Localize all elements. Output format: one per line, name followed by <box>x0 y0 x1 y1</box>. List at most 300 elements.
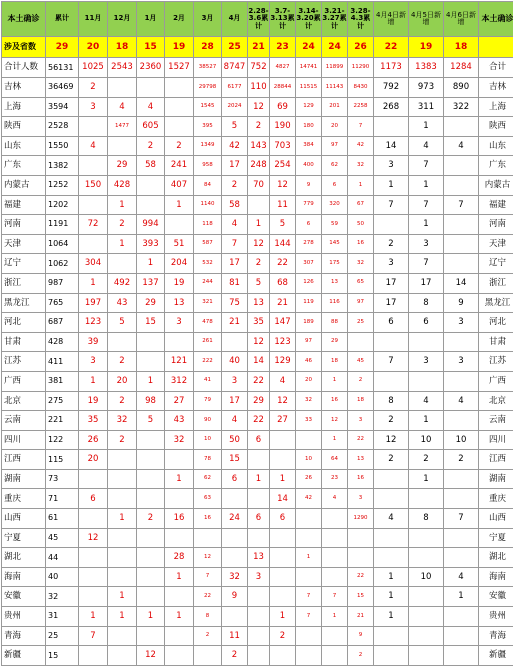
header-local-confirmed: 本土确诊 <box>2 2 46 37</box>
data-cell: 1 <box>374 175 409 195</box>
data-cell: 8 <box>374 391 409 411</box>
data-cell: 6 <box>79 489 108 509</box>
table-row <box>2 352 513 372</box>
province-name-right: 宁夏 <box>479 528 513 548</box>
data-cell <box>409 528 444 548</box>
data-cell <box>79 469 108 489</box>
province-cumulative: 115 <box>46 450 79 470</box>
data-cell: 97 <box>348 293 374 313</box>
data-cell: 7 <box>409 156 444 176</box>
data-cell: 21 <box>222 313 248 333</box>
data-cell: 11 <box>270 195 296 215</box>
data-cell: 13 <box>165 293 194 313</box>
data-cell: 12 <box>248 332 270 352</box>
data-cell <box>409 646 444 666</box>
data-cell: 1 <box>79 371 108 391</box>
data-cell: 22 <box>248 371 270 391</box>
data-cell <box>270 646 296 666</box>
data-cell: 35 <box>248 313 270 333</box>
data-cell: 24 <box>222 509 248 529</box>
province-cumulative: 428 <box>46 332 79 352</box>
province-name: 宁夏 <box>2 528 46 548</box>
data-cell: 2 <box>137 136 165 156</box>
data-cell <box>137 528 165 548</box>
data-cell: 532 <box>194 254 222 274</box>
data-cell: 22 <box>348 567 374 587</box>
province-name: 青海 <box>2 626 46 646</box>
province-name-right: 福建 <box>479 195 513 215</box>
data-cell: 17 <box>222 156 248 176</box>
data-cell: 320 <box>322 195 348 215</box>
data-cell: 2 <box>374 411 409 431</box>
province-cumulative: 411 <box>46 352 79 372</box>
data-cell: 1 <box>296 548 322 568</box>
table-row <box>2 313 513 333</box>
header-apr5-new: 4月5日新增 <box>409 2 444 37</box>
data-cell: 241 <box>165 156 194 176</box>
province-name-right: 河南 <box>479 215 513 235</box>
table-row <box>2 391 513 411</box>
province-name-right: 广西 <box>479 371 513 391</box>
data-cell: 605 <box>137 117 165 137</box>
data-cell <box>79 587 108 607</box>
total-row <box>2 58 513 78</box>
data-cell: 248 <box>248 156 270 176</box>
data-cell: 2 <box>374 234 409 254</box>
province-cumulative: 40 <box>46 567 79 587</box>
data-cell <box>296 528 322 548</box>
data-cell: 110 <box>248 78 270 98</box>
count-cell: 28 <box>194 37 222 58</box>
data-cell: 17 <box>222 391 248 411</box>
header-row <box>2 2 513 37</box>
data-cell: 32 <box>222 567 248 587</box>
table-row <box>2 626 513 646</box>
table-row <box>2 175 513 195</box>
data-cell: 123 <box>79 313 108 333</box>
data-cell <box>409 548 444 568</box>
province-cumulative: 275 <box>46 391 79 411</box>
data-cell: 144 <box>270 234 296 254</box>
province-name: 海南 <box>2 567 46 587</box>
data-cell <box>108 548 137 568</box>
covid-cases-table-container <box>1 1 512 664</box>
province-cumulative: 44 <box>46 548 79 568</box>
data-cell: 145 <box>322 234 348 254</box>
data-cell: 393 <box>137 234 165 254</box>
data-cell <box>374 117 409 137</box>
data-cell <box>444 215 479 235</box>
province-name: 福建 <box>2 195 46 215</box>
data-cell: 1 <box>108 195 137 215</box>
data-cell: 14 <box>444 273 479 293</box>
data-cell: 311 <box>409 97 444 117</box>
data-cell: 4 <box>444 567 479 587</box>
data-cell: 4 <box>137 97 165 117</box>
data-cell: 322 <box>444 97 479 117</box>
data-cell: 3 <box>348 411 374 431</box>
data-cell <box>248 587 270 607</box>
province-name-right: 四川 <box>479 430 513 450</box>
count-cell: 23 <box>270 37 296 58</box>
count-cell: 26 <box>348 37 374 58</box>
data-cell: 20 <box>79 450 108 470</box>
data-cell: 9 <box>296 175 322 195</box>
province-cumulative: 71 <box>46 489 79 509</box>
data-cell <box>444 117 479 137</box>
data-cell <box>79 234 108 254</box>
data-cell <box>137 430 165 450</box>
data-cell: 10 <box>409 430 444 450</box>
data-cell: 5 <box>248 273 270 293</box>
data-cell <box>137 332 165 352</box>
data-cell <box>165 528 194 548</box>
count-cell: 21 <box>248 37 270 58</box>
province-name: 湖北 <box>2 548 46 568</box>
data-cell: 22 <box>194 587 222 607</box>
data-cell: 312 <box>165 371 194 391</box>
data-cell: 7 <box>79 626 108 646</box>
data-cell: 15 <box>348 587 374 607</box>
data-cell: 10 <box>194 430 222 450</box>
data-cell: 32 <box>348 254 374 274</box>
data-cell: 278 <box>296 234 322 254</box>
data-cell: 28 <box>165 548 194 568</box>
table-row <box>2 646 513 666</box>
data-cell: 478 <box>194 313 222 333</box>
data-cell <box>409 332 444 352</box>
data-cell <box>222 607 248 627</box>
data-cell: 12 <box>270 175 296 195</box>
province-name-right: 辽宁 <box>479 254 513 274</box>
data-cell: 8 <box>409 509 444 529</box>
data-cell: 4 <box>444 136 479 156</box>
province-count-row <box>2 37 513 58</box>
data-cell: 6 <box>322 175 348 195</box>
data-cell: 20 <box>296 371 322 391</box>
data-cell: 1 <box>322 430 348 450</box>
data-cell <box>409 626 444 646</box>
province-name: 山东 <box>2 136 46 156</box>
data-cell <box>165 646 194 666</box>
data-cell: 13 <box>248 293 270 313</box>
data-cell: 14 <box>374 136 409 156</box>
data-cell <box>108 332 137 352</box>
data-cell: 1 <box>108 587 137 607</box>
count-cell: 15 <box>137 37 165 58</box>
data-cell: 190 <box>270 117 296 137</box>
data-cell <box>165 587 194 607</box>
data-cell: 129 <box>270 352 296 372</box>
data-cell <box>374 469 409 489</box>
data-cell <box>248 528 270 548</box>
header-local-confirmed-right: 本土确诊 <box>479 2 513 37</box>
data-cell: 12 <box>322 411 348 431</box>
data-cell <box>79 117 108 137</box>
data-cell <box>248 626 270 646</box>
data-cell <box>444 175 479 195</box>
data-cell: 79 <box>194 391 222 411</box>
data-cell: 2258 <box>348 97 374 117</box>
data-cell: 407 <box>165 175 194 195</box>
data-cell: 10 <box>296 450 322 470</box>
data-cell: 7 <box>348 117 374 137</box>
data-cell: 428 <box>108 175 137 195</box>
header-week-0314-0320: 3.14-3.20累计 <box>296 2 322 37</box>
header-feb: 2月 <box>165 2 194 37</box>
data-cell: 7 <box>222 234 248 254</box>
province-name-right: 浙江 <box>479 273 513 293</box>
data-cell: 7 <box>409 195 444 215</box>
header-apr6-new: 4月6日新增 <box>444 2 479 37</box>
data-cell: 29 <box>137 293 165 313</box>
province-name-right: 江西 <box>479 450 513 470</box>
data-cell: 41 <box>194 371 222 391</box>
data-cell: 150 <box>79 175 108 195</box>
data-cell: 587 <box>194 234 222 254</box>
data-cell <box>108 469 137 489</box>
data-cell: 58 <box>137 156 165 176</box>
data-cell: 1 <box>409 215 444 235</box>
data-cell: 1290 <box>348 509 374 529</box>
data-cell <box>248 489 270 509</box>
data-cell <box>322 528 348 548</box>
data-cell: 1 <box>270 469 296 489</box>
data-cell <box>165 215 194 235</box>
data-cell <box>270 567 296 587</box>
data-cell: 17 <box>222 254 248 274</box>
data-cell: 958 <box>194 156 222 176</box>
province-name: 山西 <box>2 509 46 529</box>
data-cell: 12 <box>137 646 165 666</box>
province-name-right: 吉林 <box>479 78 513 98</box>
total-cell: 1284 <box>444 58 479 78</box>
province-cumulative: 1550 <box>46 136 79 156</box>
province-rows <box>2 78 513 666</box>
data-cell: 42 <box>222 136 248 156</box>
data-cell <box>248 607 270 627</box>
data-cell: 29798 <box>194 78 222 98</box>
data-cell <box>444 489 479 509</box>
data-cell <box>165 450 194 470</box>
province-name-right: 陕西 <box>479 117 513 137</box>
province-cumulative: 3594 <box>46 97 79 117</box>
data-cell <box>79 548 108 568</box>
data-cell: 201 <box>322 97 348 117</box>
province-name-right: 重庆 <box>479 489 513 509</box>
data-cell: 1 <box>165 195 194 215</box>
province-name: 辽宁 <box>2 254 46 274</box>
count-cell: 19 <box>409 37 444 58</box>
data-cell: 6 <box>374 313 409 333</box>
data-cell: 2 <box>248 117 270 137</box>
province-cumulative: 987 <box>46 273 79 293</box>
data-cell: 62 <box>194 469 222 489</box>
table-row <box>2 528 513 548</box>
data-cell: 21 <box>348 607 374 627</box>
data-cell: 994 <box>137 215 165 235</box>
data-cell <box>108 450 137 470</box>
data-cell <box>137 352 165 372</box>
data-cell: 973 <box>409 78 444 98</box>
data-cell: 2 <box>374 450 409 470</box>
data-cell <box>108 626 137 646</box>
data-cell: 5 <box>222 117 248 137</box>
data-cell: 26 <box>79 430 108 450</box>
data-cell <box>108 489 137 509</box>
data-cell: 16 <box>165 509 194 529</box>
table-row <box>2 136 513 156</box>
count-cell: 18 <box>108 37 137 58</box>
data-cell: 779 <box>296 195 322 215</box>
table-row <box>2 587 513 607</box>
data-cell: 16 <box>348 469 374 489</box>
table-row <box>2 293 513 313</box>
data-cell: 70 <box>248 175 270 195</box>
data-cell <box>374 489 409 509</box>
data-cell: 40 <box>222 352 248 372</box>
data-cell: 18 <box>348 391 374 411</box>
total-label-right: 合计 <box>479 58 513 78</box>
data-cell <box>108 528 137 548</box>
data-cell: 12 <box>248 97 270 117</box>
data-cell: 116 <box>322 293 348 313</box>
province-name-right: 安徽 <box>479 587 513 607</box>
province-cumulative: 1064 <box>46 234 79 254</box>
data-cell: 12 <box>270 391 296 411</box>
data-cell <box>270 528 296 548</box>
province-cumulative: 1252 <box>46 175 79 195</box>
data-cell: 1 <box>409 117 444 137</box>
total-cell: 1173 <box>374 58 409 78</box>
data-cell: 1 <box>374 607 409 627</box>
data-cell: 1 <box>79 273 108 293</box>
data-cell <box>322 548 348 568</box>
data-cell: 3 <box>165 313 194 333</box>
province-name: 河北 <box>2 313 46 333</box>
data-cell: 64 <box>322 450 348 470</box>
data-cell: 1140 <box>194 195 222 215</box>
data-cell: 21 <box>270 293 296 313</box>
province-cumulative: 2528 <box>46 117 79 137</box>
province-name-right: 河北 <box>479 313 513 333</box>
data-cell: 22 <box>248 411 270 431</box>
province-cumulative: 122 <box>46 430 79 450</box>
data-cell <box>222 332 248 352</box>
data-cell: 7 <box>444 195 479 215</box>
count-cell: 24 <box>322 37 348 58</box>
data-cell <box>296 430 322 450</box>
data-cell <box>165 97 194 117</box>
province-name-right: 湖南 <box>479 469 513 489</box>
province-cumulative: 32 <box>46 587 79 607</box>
province-name: 河南 <box>2 215 46 235</box>
data-cell <box>248 646 270 666</box>
data-cell <box>409 371 444 391</box>
data-cell <box>165 489 194 509</box>
data-cell: 32 <box>348 156 374 176</box>
data-cell: 12 <box>79 528 108 548</box>
data-cell: 2 <box>409 450 444 470</box>
data-cell: 2 <box>348 371 374 391</box>
data-cell <box>374 646 409 666</box>
data-cell: 6 <box>270 509 296 529</box>
data-cell: 6 <box>296 215 322 235</box>
data-cell: 121 <box>165 352 194 372</box>
data-cell: 1 <box>444 587 479 607</box>
data-cell: 43 <box>108 293 137 313</box>
count-cell <box>479 37 513 58</box>
data-cell: 63 <box>194 489 222 509</box>
table-row <box>2 156 513 176</box>
data-cell <box>322 509 348 529</box>
data-cell <box>137 587 165 607</box>
province-name-right: 山东 <box>479 136 513 156</box>
data-cell <box>270 548 296 568</box>
data-cell: 2 <box>165 136 194 156</box>
data-cell: 12 <box>374 430 409 450</box>
data-cell: 10 <box>409 567 444 587</box>
data-cell: 1 <box>409 469 444 489</box>
count-cell: 25 <box>222 37 248 58</box>
data-cell: 703 <box>270 136 296 156</box>
data-cell: 17 <box>409 273 444 293</box>
data-cell: 33 <box>296 411 322 431</box>
header-week-0307-0313: 3.7-3.13累计 <box>270 2 296 37</box>
data-cell: 17 <box>374 273 409 293</box>
table-row <box>2 371 513 391</box>
data-cell <box>444 607 479 627</box>
data-cell: 50 <box>348 215 374 235</box>
data-cell <box>137 175 165 195</box>
data-cell: 2 <box>270 626 296 646</box>
data-cell: 16 <box>322 391 348 411</box>
data-cell: 1 <box>248 215 270 235</box>
data-cell: 6 <box>409 313 444 333</box>
data-cell: 14 <box>270 489 296 509</box>
data-cell: 22 <box>348 430 374 450</box>
data-cell <box>296 509 322 529</box>
total-cell: 11290 <box>348 58 374 78</box>
data-cell: 9 <box>348 626 374 646</box>
table-row <box>2 567 513 587</box>
data-cell <box>348 548 374 568</box>
province-name: 重庆 <box>2 489 46 509</box>
header-jan: 1月 <box>137 2 165 37</box>
header-week-0328-0403: 3.28-4.3累计 <box>348 2 374 37</box>
data-cell <box>222 528 248 548</box>
data-cell: 1 <box>322 607 348 627</box>
count-cell: 18 <box>444 37 479 58</box>
data-cell <box>108 136 137 156</box>
data-cell: 1545 <box>194 97 222 117</box>
province-name: 广西 <box>2 371 46 391</box>
data-cell <box>79 646 108 666</box>
data-cell <box>108 567 137 587</box>
province-cumulative: 15 <box>46 646 79 666</box>
total-cell: 11899 <box>322 58 348 78</box>
table-row <box>2 234 513 254</box>
data-cell: 1 <box>165 567 194 587</box>
data-cell <box>296 567 322 587</box>
data-cell <box>374 371 409 391</box>
data-cell <box>108 78 137 98</box>
data-cell: 20 <box>108 371 137 391</box>
header-apr: 4月 <box>222 2 248 37</box>
province-cumulative: 73 <box>46 469 79 489</box>
province-name-right: 山西 <box>479 509 513 529</box>
data-cell: 62 <box>322 156 348 176</box>
